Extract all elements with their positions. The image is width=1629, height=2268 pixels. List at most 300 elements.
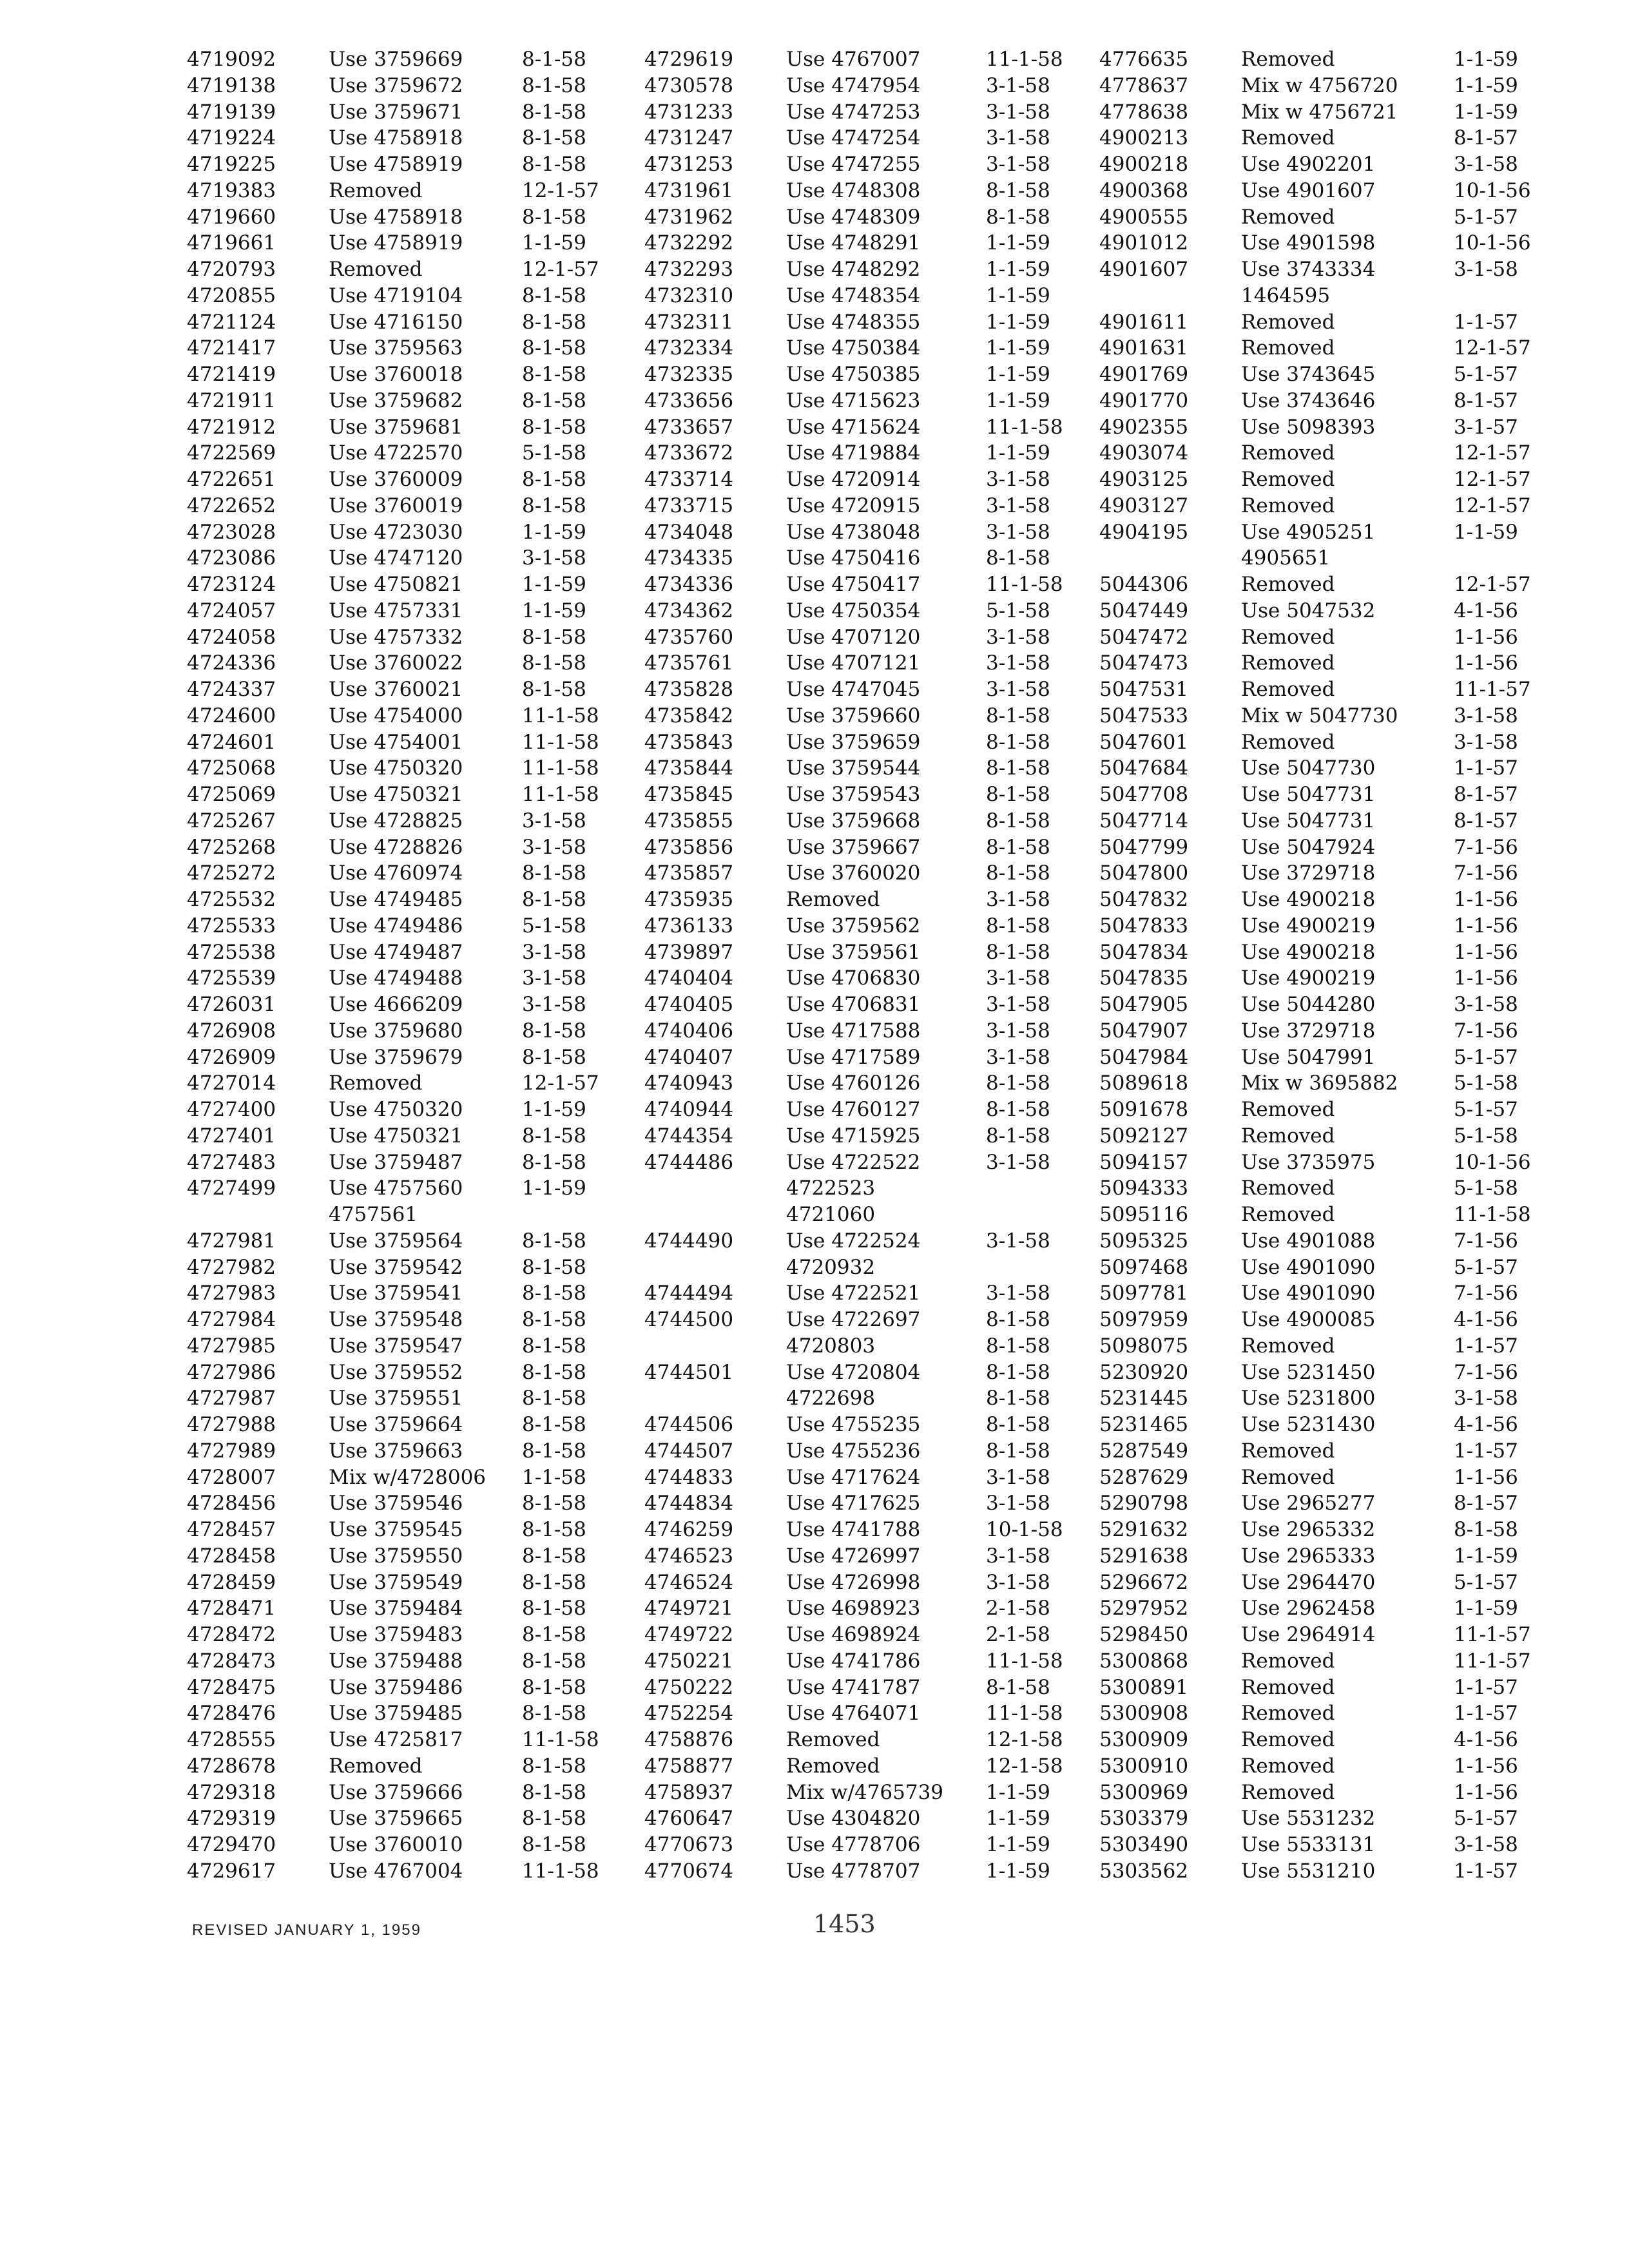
part-number: 4749722 [644,1623,734,1646]
part-number: 4728476 [187,1702,276,1725]
effective-date: 12-1-57 [522,178,599,202]
effective-date: 5-1-57 [1454,1570,1518,1594]
effective-date: 3-1-58 [986,1229,1050,1253]
part-number: 4719092 [187,48,276,71]
effective-date: 8-1-58 [522,1754,586,1778]
disposition: Use 3759665 [329,1807,463,1831]
effective-date: 8-1-58 [522,153,586,176]
disposition: Use 3759543 [786,783,921,806]
effective-date: 11-1-58 [522,1728,599,1751]
effective-date: 1-1-59 [986,284,1050,307]
effective-date: 8-1-58 [522,1308,586,1331]
part-number: 5047449 [1099,599,1189,622]
disposition: Use 4750821 [329,573,463,596]
part-number: 4727985 [187,1334,276,1358]
effective-date: 3-1-58 [522,546,586,570]
disposition: Use 4901598 [1241,231,1376,255]
disposition: 4905651 [1241,546,1331,570]
part-number: 4758937 [644,1780,734,1804]
part-number: 4727988 [187,1413,276,1436]
effective-date: 8-1-58 [522,363,586,386]
part-number: 4900213 [1099,126,1189,150]
part-number: 4749721 [644,1597,734,1620]
disposition: Use 4750320 [329,1098,463,1121]
disposition: Use 3760019 [329,494,463,517]
disposition: Use 4750416 [786,546,921,570]
part-number: 4729319 [187,1807,276,1831]
part-number: 4726031 [187,993,276,1016]
disposition: Use 4748354 [786,284,921,307]
disposition: Use 4758918 [329,205,463,229]
part-number: 4731233 [644,100,734,124]
part-number: 4744506 [644,1413,734,1436]
disposition: Use 2965333 [1241,1544,1376,1568]
disposition: Use 3759487 [329,1150,463,1174]
effective-date: 1-1-59 [986,1859,1050,1883]
disposition: Use 4750384 [786,336,921,360]
part-number: 4731253 [644,153,734,176]
part-number: 4731961 [644,178,734,202]
part-number: 4733656 [644,389,734,412]
disposition: Use 4900219 [1241,966,1376,990]
effective-date: 1-1-56 [1454,914,1518,937]
part-number: 4740406 [644,1019,734,1043]
effective-date: 3-1-58 [522,966,586,990]
part-number: 4723124 [187,573,276,596]
disposition: Removed [1241,625,1335,649]
disposition: Removed [1241,310,1335,334]
part-number: 5300908 [1099,1702,1189,1725]
disposition: Removed [1241,573,1335,596]
effective-date: 3-1-58 [986,153,1050,176]
effective-date: 8-1-58 [522,1439,586,1463]
part-number: 5303562 [1099,1859,1189,1883]
effective-date: 5-1-57 [1454,1045,1518,1069]
effective-date: 11-1-58 [522,730,599,754]
part-number: 4727987 [187,1387,276,1410]
effective-date: 8-1-58 [986,546,1050,570]
part-number: 4729617 [187,1859,276,1883]
effective-date: 11-1-58 [986,1702,1063,1725]
effective-date: 8-1-58 [522,1702,586,1725]
effective-date: 8-1-58 [522,625,586,649]
disposition: Use 4757331 [329,599,463,622]
disposition: Use 3759667 [786,835,921,859]
part-number: 4732311 [644,310,734,334]
disposition: Use 4758919 [329,153,463,176]
part-number: 4727400 [187,1098,276,1121]
part-number: 4744354 [644,1124,734,1148]
part-number: 4734335 [644,546,734,570]
part-number: 4735761 [644,651,734,675]
effective-date: 5-1-58 [986,599,1050,622]
part-number: 4725272 [187,861,276,885]
effective-date: 11-1-57 [1454,678,1531,701]
disposition: Use 4901090 [1241,1282,1376,1305]
part-number: 5047833 [1099,914,1189,937]
disposition: Mix w/4765739 [786,1780,944,1804]
effective-date: 11-1-58 [1454,1203,1531,1226]
part-number: 5098075 [1099,1334,1189,1358]
part-number: 5095325 [1099,1229,1189,1253]
part-number: 4727986 [187,1360,276,1384]
disposition: Use 5533131 [1241,1833,1376,1856]
part-number: 4744834 [644,1492,734,1515]
disposition: Use 4715925 [786,1124,921,1148]
disposition: Use 3759550 [329,1544,463,1568]
effective-date: 1-1-59 [522,520,586,544]
disposition: Use 4722697 [786,1308,921,1331]
effective-date: 1-1-56 [1454,1754,1518,1778]
disposition: Use 3759659 [786,730,921,754]
part-number: 4732310 [644,284,734,307]
effective-date: 1-1-59 [986,258,1050,281]
disposition: Use 4722570 [329,441,463,465]
effective-date: 8-1-58 [986,1334,1050,1358]
part-number: 5047714 [1099,809,1189,832]
disposition: Use 3759548 [329,1308,463,1331]
part-number: 4901769 [1099,363,1189,386]
disposition: Use 4900218 [1241,940,1376,964]
part-number: 4744486 [644,1150,734,1174]
disposition: Removed [786,1754,880,1778]
part-number: 5047473 [1099,651,1189,675]
part-number: 4728007 [187,1465,276,1489]
disposition: Use 5047924 [1241,835,1376,859]
effective-date: 8-1-58 [986,835,1050,859]
disposition: Use 5231430 [1241,1413,1376,1436]
effective-date: 3-1-58 [986,678,1050,701]
disposition: 4721060 [786,1203,876,1226]
part-number: 4744833 [644,1465,734,1489]
effective-date: 1-1-57 [1454,1675,1518,1699]
part-number: 4719225 [187,153,276,176]
effective-date: 11-1-58 [986,1649,1063,1673]
disposition: Use 4755236 [786,1439,921,1463]
effective-date: 5-1-58 [1454,1124,1518,1148]
part-number: 4735843 [644,730,734,754]
disposition: Use 4900085 [1241,1308,1376,1331]
disposition: Use 4750321 [329,783,463,806]
effective-date: 1-1-59 [986,363,1050,386]
part-number: 5287629 [1099,1465,1189,1489]
effective-date: 8-1-58 [522,1675,586,1699]
disposition: Use 4720915 [786,494,921,517]
part-number: 4728471 [187,1597,276,1620]
effective-date: 3-1-58 [986,494,1050,517]
disposition: Use 3759552 [329,1360,463,1384]
part-number: 5047832 [1099,888,1189,911]
disposition: Removed [1241,1780,1335,1804]
part-number: 5300868 [1099,1649,1189,1673]
effective-date: 1-1-59 [1454,48,1518,71]
part-number: 4728458 [187,1544,276,1568]
disposition: Use 3759561 [786,940,921,964]
disposition: Use 4747045 [786,678,921,701]
effective-date: 8-1-58 [986,1124,1050,1148]
part-number: 4733657 [644,415,734,439]
effective-date: 3-1-58 [986,1544,1050,1568]
part-number: 5097468 [1099,1255,1189,1279]
effective-date: 1-1-57 [1454,310,1518,334]
part-number: 4731247 [644,126,734,150]
part-number: 4723086 [187,546,276,570]
effective-date: 8-1-58 [522,1360,586,1384]
disposition: Use 3759663 [329,1439,463,1463]
disposition: Use 3759564 [329,1229,463,1253]
part-number: 4735857 [644,861,734,885]
disposition: Use 4717625 [786,1492,921,1515]
part-number: 4725538 [187,940,276,964]
disposition: Use 5047731 [1241,809,1376,832]
effective-date: 3-1-58 [986,1282,1050,1305]
effective-date: 3-1-57 [1454,415,1518,439]
disposition: Use 3759483 [329,1623,463,1646]
effective-date: 7-1-56 [1454,861,1518,885]
disposition: Use 4722524 [786,1229,921,1253]
part-number: 4740943 [644,1072,734,1095]
disposition: Removed [1241,1439,1335,1463]
effective-date: 3-1-58 [1454,704,1518,727]
part-number: 4728473 [187,1649,276,1673]
disposition: Use 4755235 [786,1413,921,1436]
effective-date: 8-1-58 [986,1360,1050,1384]
part-number: 4727982 [187,1255,276,1279]
part-number: 4731962 [644,205,734,229]
effective-date: 5-1-58 [522,441,586,465]
disposition: Use 3743646 [1241,389,1376,412]
disposition: Use 4747254 [786,126,921,150]
part-number: 4901770 [1099,389,1189,412]
part-number: 4730578 [644,73,734,97]
disposition: Use 4719884 [786,441,921,465]
effective-date: 8-1-58 [522,100,586,124]
disposition: Use 3759542 [329,1255,463,1279]
disposition: Use 2962458 [1241,1597,1376,1620]
effective-date: 1-1-59 [1454,1597,1518,1620]
effective-date: 3-1-58 [986,73,1050,97]
effective-date: 8-1-58 [986,1675,1050,1699]
effective-date: 8-1-58 [522,1045,586,1069]
part-number: 5300969 [1099,1780,1189,1804]
effective-date: 1-1-56 [1454,625,1518,649]
effective-date: 8-1-58 [522,1255,586,1279]
disposition: Use 4728825 [329,809,463,832]
part-number: 4736133 [644,914,734,937]
effective-date: 3-1-58 [1454,730,1518,754]
disposition: Use 2965332 [1241,1518,1376,1541]
disposition: Use 3759549 [329,1570,463,1594]
effective-date: 12-1-58 [986,1754,1063,1778]
disposition: Use 4715623 [786,389,921,412]
part-number: 4744490 [644,1229,734,1253]
part-number: 5231465 [1099,1413,1189,1436]
effective-date: 11-1-58 [522,756,599,780]
effective-date: 4-1-56 [1454,599,1518,622]
effective-date: 8-1-58 [522,1570,586,1594]
disposition: Use 4706831 [786,993,921,1016]
disposition: Use 3760021 [329,678,463,701]
effective-date: 3-1-58 [986,1019,1050,1043]
part-number: 5097781 [1099,1282,1189,1305]
part-number: 5047800 [1099,861,1189,885]
disposition: Use 3759668 [786,809,921,832]
part-number: 4735828 [644,678,734,701]
disposition: Use 4757332 [329,625,463,649]
part-number: 5097959 [1099,1308,1189,1331]
disposition: Use 4717588 [786,1019,921,1043]
disposition: Use 5047532 [1241,599,1376,622]
part-number: 4719138 [187,73,276,97]
part-number: 4721419 [187,363,276,386]
effective-date: 8-1-57 [1454,126,1518,150]
disposition: Removed [1241,205,1335,229]
effective-date: 8-1-58 [986,1413,1050,1436]
part-number: 4724336 [187,651,276,675]
disposition: Removed [1241,1465,1335,1489]
part-number: 4746259 [644,1518,734,1541]
part-number: 4726908 [187,1019,276,1043]
effective-date: 12-1-57 [1454,336,1531,360]
disposition: Removed [1241,651,1335,675]
part-number: 4728457 [187,1518,276,1541]
part-number: 4720793 [187,258,276,281]
disposition: Removed [1241,730,1335,754]
effective-date: 1-1-59 [986,389,1050,412]
effective-date: 1-1-57 [1454,756,1518,780]
effective-date: 1-1-59 [522,231,586,255]
part-number: 4729318 [187,1780,276,1804]
part-number: 5303379 [1099,1807,1189,1831]
disposition: Use 3759486 [329,1675,463,1699]
part-number: 4725267 [187,809,276,832]
disposition: Use 4758919 [329,231,463,255]
disposition: Use 5098393 [1241,415,1376,439]
effective-date: 1-1-59 [1454,1544,1518,1568]
part-number: 5047708 [1099,783,1189,806]
effective-date: 8-1-58 [522,1150,586,1174]
effective-date: 12-1-57 [1454,573,1531,596]
part-number: 4778637 [1099,73,1189,97]
disposition: Use 4754001 [329,730,463,754]
disposition: Use 4715624 [786,415,921,439]
effective-date: 5-1-57 [1454,1255,1518,1279]
part-number: 4721417 [187,336,276,360]
effective-date: 3-1-58 [522,993,586,1016]
part-number: 4744500 [644,1308,734,1331]
part-number: 4725068 [187,756,276,780]
disposition: Removed [1241,1124,1335,1148]
disposition: Removed [1241,1334,1335,1358]
part-number: 4732293 [644,258,734,281]
part-number: 5047601 [1099,730,1189,754]
effective-date: 1-1-59 [522,1098,586,1121]
disposition: Removed [1241,1177,1335,1200]
part-number: 5095116 [1099,1203,1189,1226]
disposition: 4757561 [329,1203,418,1226]
effective-date: 3-1-58 [986,888,1050,911]
effective-date: 12-1-58 [986,1728,1063,1751]
effective-date: 1-1-59 [986,1833,1050,1856]
disposition: Removed [1241,1203,1335,1226]
part-number: 4727499 [187,1177,276,1200]
disposition: Use 3759664 [329,1413,463,1436]
part-number: 4733672 [644,441,734,465]
disposition: Removed [1241,678,1335,701]
part-number: 4719383 [187,178,276,202]
effective-date: 8-1-58 [986,756,1050,780]
effective-date: 8-1-58 [986,1308,1050,1331]
disposition: Use 4304820 [786,1807,921,1831]
effective-date: 7-1-56 [1454,1282,1518,1305]
effective-date: 1-1-59 [522,573,586,596]
part-number: 4721911 [187,389,276,412]
effective-date: 10-1-56 [1454,178,1531,202]
effective-date: 5-1-58 [522,914,586,937]
part-number: 4724601 [187,730,276,754]
disposition: Use 3759551 [329,1387,463,1410]
effective-date: 1-1-57 [1454,1859,1518,1883]
effective-date: 11-1-57 [1454,1649,1531,1673]
part-number: 4732334 [644,336,734,360]
effective-date: 1-1-59 [986,336,1050,360]
part-number: 4758876 [644,1728,734,1751]
disposition: Use 4741788 [786,1518,921,1541]
effective-date: 8-1-58 [522,1597,586,1620]
disposition: Removed [329,1072,423,1095]
effective-date: 8-1-58 [522,1807,586,1831]
part-number: 4770674 [644,1859,734,1883]
effective-date: 3-1-58 [986,993,1050,1016]
disposition: Removed [1241,468,1335,491]
disposition: Use 3759545 [329,1518,463,1541]
disposition: Use 3729718 [1241,861,1376,885]
disposition: Removed [1241,126,1335,150]
disposition: Use 3759680 [329,1019,463,1043]
part-number: 4723028 [187,520,276,544]
part-number: 5231445 [1099,1387,1189,1410]
disposition: Use 4750354 [786,599,921,622]
effective-date: 4-1-56 [1454,1413,1518,1436]
effective-date: 11-1-57 [1454,1623,1531,1646]
part-number: 4746523 [644,1544,734,1568]
effective-date: 1-1-56 [1454,888,1518,911]
effective-date: 3-1-58 [986,1045,1050,1069]
effective-date: 10-1-58 [986,1518,1063,1541]
effective-date: 3-1-58 [986,126,1050,150]
effective-date: 8-1-58 [522,205,586,229]
part-number: 5092127 [1099,1124,1189,1148]
part-number: 5296672 [1099,1570,1189,1594]
part-number: 4728678 [187,1754,276,1778]
part-number: 4735856 [644,835,734,859]
disposition: Use 4754000 [329,704,463,727]
disposition: Use 3759485 [329,1702,463,1725]
effective-date: 8-1-58 [522,651,586,675]
effective-date: 11-1-58 [986,415,1063,439]
effective-date: 1-1-57 [1454,1702,1518,1725]
effective-date: 7-1-56 [1454,835,1518,859]
part-number: 4901611 [1099,310,1189,334]
disposition: Use 4749485 [329,888,463,911]
disposition: Use 4717589 [786,1045,921,1069]
effective-date: 7-1-56 [1454,1019,1518,1043]
part-number: 4726909 [187,1045,276,1069]
part-number: 5047799 [1099,835,1189,859]
effective-date: 8-1-58 [522,73,586,97]
part-number: 4734048 [644,520,734,544]
disposition: Use 3759546 [329,1492,463,1515]
